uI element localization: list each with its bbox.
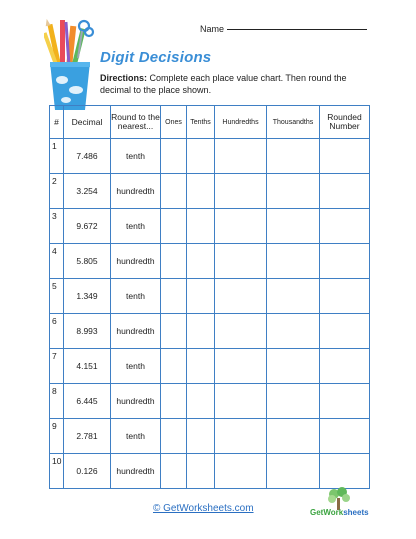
hundredths-answer-cell[interactable] <box>215 244 267 279</box>
hundredths-answer-cell[interactable] <box>215 209 267 244</box>
row-round-place: tenth <box>111 209 161 244</box>
tenths-answer-cell[interactable] <box>187 384 215 419</box>
logo-wordmark <box>310 508 369 517</box>
tenths-answer-cell[interactable] <box>187 244 215 279</box>
row-decimal: 4.151 <box>64 349 111 384</box>
hundredths-answer-cell[interactable] <box>215 384 267 419</box>
thousandths-answer-cell[interactable] <box>267 279 320 314</box>
rounded-answer-cell[interactable] <box>320 384 370 419</box>
ones-answer-cell[interactable] <box>161 314 187 349</box>
row-round-place: tenth <box>111 419 161 454</box>
row-round-place: tenth <box>111 279 161 314</box>
tenths-answer-cell[interactable] <box>187 419 215 454</box>
directions-body: Complete each place value chart. Then round the decimal to the place shown. <box>100 73 347 95</box>
header-rounded-number: Rounded Number <box>320 106 370 139</box>
row-number: 1 <box>50 139 64 174</box>
hundredths-answer-cell[interactable] <box>215 174 267 209</box>
row-decimal: 2.781 <box>64 419 111 454</box>
rounded-answer-cell[interactable] <box>320 349 370 384</box>
row-decimal: 3.254 <box>64 174 111 209</box>
place-value-table <box>49 105 370 489</box>
thousandths-answer-cell[interactable] <box>267 174 320 209</box>
row-number: 4 <box>50 244 64 279</box>
rounded-answer-cell[interactable] <box>320 244 370 279</box>
rounded-answer-cell[interactable] <box>320 314 370 349</box>
ones-answer-cell[interactable] <box>161 279 187 314</box>
rounded-answer-cell[interactable] <box>320 454 370 489</box>
header-round-to: Round to the nearest... <box>111 106 161 139</box>
row-round-place: hundredth <box>111 244 161 279</box>
directions-label: Directions: <box>100 73 148 83</box>
row-number: 10 <box>50 454 64 489</box>
ones-answer-cell[interactable] <box>161 209 187 244</box>
ones-answer-cell[interactable] <box>161 419 187 454</box>
logo-text-part-a: GetWork <box>310 508 344 517</box>
header-number: # <box>50 106 64 139</box>
row-round-place: hundredth <box>111 314 161 349</box>
row-number: 9 <box>50 419 64 454</box>
thousandths-answer-cell[interactable] <box>267 349 320 384</box>
hundredths-answer-cell[interactable] <box>215 349 267 384</box>
row-decimal: 5.805 <box>64 244 111 279</box>
tenths-answer-cell[interactable] <box>187 139 215 174</box>
table-row <box>50 139 370 174</box>
row-number: 5 <box>50 279 64 314</box>
hundredths-answer-cell[interactable] <box>215 139 267 174</box>
header-hundredths: Hundredths <box>215 106 267 139</box>
tenths-answer-cell[interactable] <box>187 279 215 314</box>
tenths-answer-cell[interactable] <box>187 454 215 489</box>
thousandths-answer-cell[interactable] <box>267 209 320 244</box>
thousandths-answer-cell[interactable] <box>267 419 320 454</box>
row-round-place: tenth <box>111 349 161 384</box>
name-field[interactable] <box>200 24 367 34</box>
table-row <box>50 244 370 279</box>
ones-answer-cell[interactable] <box>161 139 187 174</box>
tenths-answer-cell[interactable] <box>187 314 215 349</box>
ones-answer-cell[interactable] <box>161 174 187 209</box>
header-thousandths: Thousandths <box>267 106 320 139</box>
ones-answer-cell[interactable] <box>161 454 187 489</box>
thousandths-answer-cell[interactable] <box>267 314 320 349</box>
row-decimal: 8.993 <box>64 314 111 349</box>
hundredths-answer-cell[interactable] <box>215 279 267 314</box>
tenths-answer-cell[interactable] <box>187 174 215 209</box>
name-label: Name <box>200 24 225 34</box>
name-underline <box>227 29 367 30</box>
row-round-place: tenth <box>111 139 161 174</box>
row-number: 7 <box>50 349 64 384</box>
table-row <box>50 419 370 454</box>
table-row <box>50 384 370 419</box>
table-header-row <box>50 106 370 139</box>
thousandths-answer-cell[interactable] <box>267 454 320 489</box>
site-link[interactable]: © GetWorksheets.com <box>153 503 254 514</box>
directions-text <box>100 72 370 96</box>
ones-answer-cell[interactable] <box>161 384 187 419</box>
row-decimal: 9.672 <box>64 209 111 244</box>
row-round-place: hundredth <box>111 454 161 489</box>
tenths-answer-cell[interactable] <box>187 349 215 384</box>
table-row <box>50 279 370 314</box>
hundredths-answer-cell[interactable] <box>215 419 267 454</box>
table-row <box>50 314 370 349</box>
logo-text-part-b: sheets <box>343 508 369 517</box>
table-row <box>50 349 370 384</box>
worksheet-title: Digit Decisions <box>100 49 212 66</box>
row-decimal: 6.445 <box>64 384 111 419</box>
thousandths-answer-cell[interactable] <box>267 384 320 419</box>
table-row <box>50 454 370 489</box>
header-decimal: Decimal <box>64 106 111 139</box>
row-number: 6 <box>50 314 64 349</box>
thousandths-answer-cell[interactable] <box>267 139 320 174</box>
table-row <box>50 174 370 209</box>
getworksheets-logo <box>310 486 372 522</box>
pencil-cup-icon <box>44 18 96 114</box>
thousandths-answer-cell[interactable] <box>267 244 320 279</box>
table-row <box>50 209 370 244</box>
row-round-place: hundredth <box>111 174 161 209</box>
hundredths-answer-cell[interactable] <box>215 314 267 349</box>
row-decimal: 0.126 <box>64 454 111 489</box>
row-round-place: hundredth <box>111 384 161 419</box>
row-decimal: 7.486 <box>64 139 111 174</box>
rounded-answer-cell[interactable] <box>320 209 370 244</box>
rounded-answer-cell[interactable] <box>320 419 370 454</box>
ones-answer-cell[interactable] <box>161 349 187 384</box>
ones-answer-cell[interactable] <box>161 244 187 279</box>
row-decimal: 1.349 <box>64 279 111 314</box>
tenths-answer-cell[interactable] <box>187 209 215 244</box>
rounded-answer-cell[interactable] <box>320 139 370 174</box>
row-number: 2 <box>50 174 64 209</box>
row-number: 3 <box>50 209 64 244</box>
hundredths-answer-cell[interactable] <box>215 454 267 489</box>
rounded-answer-cell[interactable] <box>320 279 370 314</box>
row-number: 8 <box>50 384 64 419</box>
header-tenths: Tenths <box>187 106 215 139</box>
rounded-answer-cell[interactable] <box>320 174 370 209</box>
header-ones: Ones <box>161 106 187 139</box>
